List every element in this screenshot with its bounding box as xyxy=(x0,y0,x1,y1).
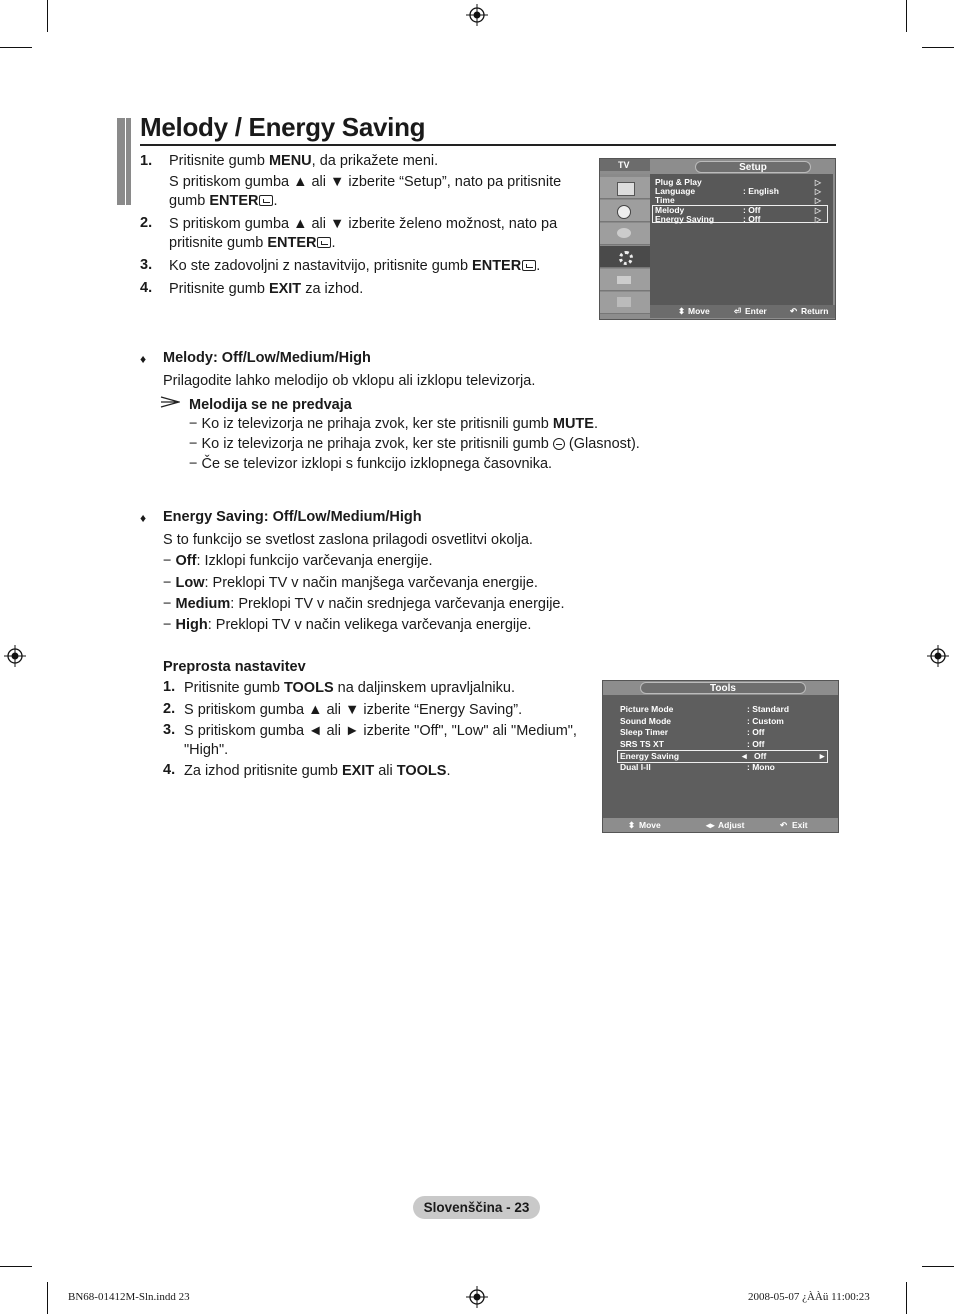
energy-heading: Energy Saving: Off/Low/Medium/High xyxy=(163,509,422,525)
arrow-right-icon: ▷ xyxy=(814,215,821,224)
crop-mark xyxy=(0,1266,32,1267)
step-4-line-1: Pritisnite gumb EXIT za izhod. xyxy=(169,281,364,297)
application-icon xyxy=(600,292,650,314)
osd-tab-tv: TV xyxy=(600,159,650,171)
easy-step: S pritiskom gumba ▲ ali ▼ izberite “Energy Saving”. xyxy=(184,702,523,718)
move-icon: ⬍ xyxy=(678,306,686,316)
note-line: − Ko iz televizorja ne prihaja zvok, ker ste pritisnili gumb MUTE. xyxy=(189,416,598,432)
channel-icon xyxy=(600,223,650,245)
crop-mark xyxy=(922,1266,954,1267)
easy-heading: Preprosta nastavitev xyxy=(163,659,306,675)
arrow-right-icon: ▷ xyxy=(814,196,821,205)
energy-description: S to funkcijo se svetlost zaslona prilagodi osvetlitvi okolja. xyxy=(163,532,533,548)
crop-mark xyxy=(47,1282,48,1314)
tools-menu-screenshot xyxy=(602,680,839,833)
registration-mark-icon xyxy=(466,4,488,26)
footer-timestamp: 2008-05-07 ¿ÀÀü 11:00:23 xyxy=(748,1291,870,1303)
picture-icon xyxy=(600,177,650,199)
step-1-line-3: gumb ENTER . xyxy=(169,193,278,209)
title-rule xyxy=(140,144,836,146)
setup-menu-screenshot xyxy=(599,158,836,320)
energy-option: − Low: Preklopi TV v način manjšega varčevanja energije. xyxy=(163,575,538,591)
step-1-line-1: Pritisnite gumb MENU, da prikažete meni. xyxy=(169,153,439,169)
easy-step: Pritisnite gumb TOOLS na daljinskem upravljalniku. xyxy=(184,680,515,696)
setup-gear-icon xyxy=(600,246,650,268)
footer-file-name: BN68-01412M-Sln.indd 23 xyxy=(68,1291,190,1303)
note-line: − Ko iz televizorja ne prihaja zvok, ker ste pritisnili gumb (Glasnost). xyxy=(189,436,640,452)
step-number: 2. xyxy=(163,701,176,717)
title-bar-decoration xyxy=(117,118,125,205)
enter-icon xyxy=(317,237,331,248)
registration-mark-icon xyxy=(4,645,26,667)
osd-row: Language : English ▷ xyxy=(655,186,821,196)
page-number-badge: Slovenščina - 23 xyxy=(413,1196,540,1219)
step-number: 1. xyxy=(163,679,176,695)
osd-row: Dual I-II : Mono xyxy=(620,762,775,772)
osd-content xyxy=(650,174,833,313)
step-2-line-1: S pritiskom gumba ▲ ali ▼ izberite želeno možnost, nato pa xyxy=(169,216,558,232)
enter-icon: ⏎ xyxy=(734,306,742,316)
step-2-line-2: pritisnite gumb ENTER . xyxy=(169,235,336,251)
arrow-left-icon: ◄ xyxy=(740,751,749,761)
osd-row: SRS TS XT : Off xyxy=(620,739,765,749)
easy-step: S pritiskom gumba ◄ ali ► izberite "Off", "Low" ali "Medium", xyxy=(184,723,577,739)
arrow-right-icon: ▷ xyxy=(814,206,821,215)
energy-option: − High: Preklopi TV v način velikega varčevanja energije. xyxy=(163,617,532,633)
melody-heading: Melody: Off/Low/Medium/High xyxy=(163,350,371,366)
crop-mark xyxy=(906,0,907,32)
step-number: 3. xyxy=(163,722,176,738)
registration-mark-icon xyxy=(466,1286,488,1308)
crop-mark xyxy=(0,47,32,48)
input-icon xyxy=(600,269,650,291)
osd-header: Setup xyxy=(695,161,811,173)
osd-row: Sound Mode : Custom xyxy=(620,716,784,726)
sound-icon xyxy=(600,200,650,222)
title-bar-decoration xyxy=(126,118,131,205)
osd-row: Energy Saving : Off ▷ xyxy=(655,214,821,224)
step-1-line-2: S pritiskom gumba ▲ ali ▼ izberite “Setup”, nato pa pritisnite xyxy=(169,174,562,190)
step-number: 2. xyxy=(140,215,153,231)
page-title: Melody / Energy Saving xyxy=(140,112,426,142)
step-number: 4. xyxy=(140,280,153,296)
energy-option: − Medium: Preklopi TV v način srednjega varčevanja energije. xyxy=(163,596,565,612)
melody-description: Prilagodite lahko melodijo ob vklopu ali izklopu televizorja. xyxy=(163,373,536,389)
crop-mark xyxy=(922,47,954,48)
registration-mark-icon xyxy=(927,645,949,667)
osd-row-selected: Melody : Off ▷ xyxy=(655,205,821,215)
easy-step: Za izhod pritisnite gumb EXIT ali TOOLS. xyxy=(184,763,451,779)
arrow-right-icon: ▷ xyxy=(814,178,821,187)
osd-row: Picture Mode : Standard xyxy=(620,704,790,714)
enter-icon xyxy=(522,260,536,271)
enter-icon xyxy=(259,195,273,206)
bullet: ♦ xyxy=(140,511,147,525)
step-number: 3. xyxy=(140,257,153,273)
return-icon: ↶ xyxy=(790,306,798,316)
note-arrow-icon xyxy=(160,396,180,408)
osd-sidebar xyxy=(600,174,650,314)
osd-footer: ⬍ Move ◂▸ Adjust ↶ Exit xyxy=(603,818,838,832)
move-icon: ⬍ xyxy=(628,820,636,830)
osd-footer: ⬍ Move ⏎ Enter ↶ Return xyxy=(650,305,835,318)
bullet: ♦ xyxy=(140,352,147,366)
crop-mark xyxy=(47,0,48,32)
step-number: 1. xyxy=(140,153,153,169)
arrow-right-icon: ▷ xyxy=(814,187,821,196)
osd-row-selected: Energy Saving ◄ Off ► xyxy=(620,751,827,761)
osd-row: Sleep Timer : Off xyxy=(620,727,765,737)
note-heading: Melodija se ne predvaja xyxy=(189,397,352,413)
easy-step-cont: "High". xyxy=(184,742,229,758)
step-3-line-1: Ko ste zadovoljni z nastavitvijo, pritisnite gumb ENTER . xyxy=(169,258,541,274)
return-icon: ↶ xyxy=(780,820,788,830)
note-line: − Če se televizor izklopi s funkcijo izklopnega časovnika. xyxy=(189,456,553,472)
step-number: 4. xyxy=(163,762,176,778)
crop-mark xyxy=(906,1282,907,1314)
volume-minus-icon xyxy=(553,438,565,450)
adjust-icon: ◂▸ xyxy=(706,820,715,830)
osd-row: Time ▷ xyxy=(655,195,821,205)
arrow-right-icon: ► xyxy=(818,751,827,761)
osd-row: Plug & Play ▷ xyxy=(655,177,821,187)
energy-option: − Off: Izklopi funkcijo varčevanja energije. xyxy=(163,553,433,569)
osd-header: Tools xyxy=(640,682,806,694)
